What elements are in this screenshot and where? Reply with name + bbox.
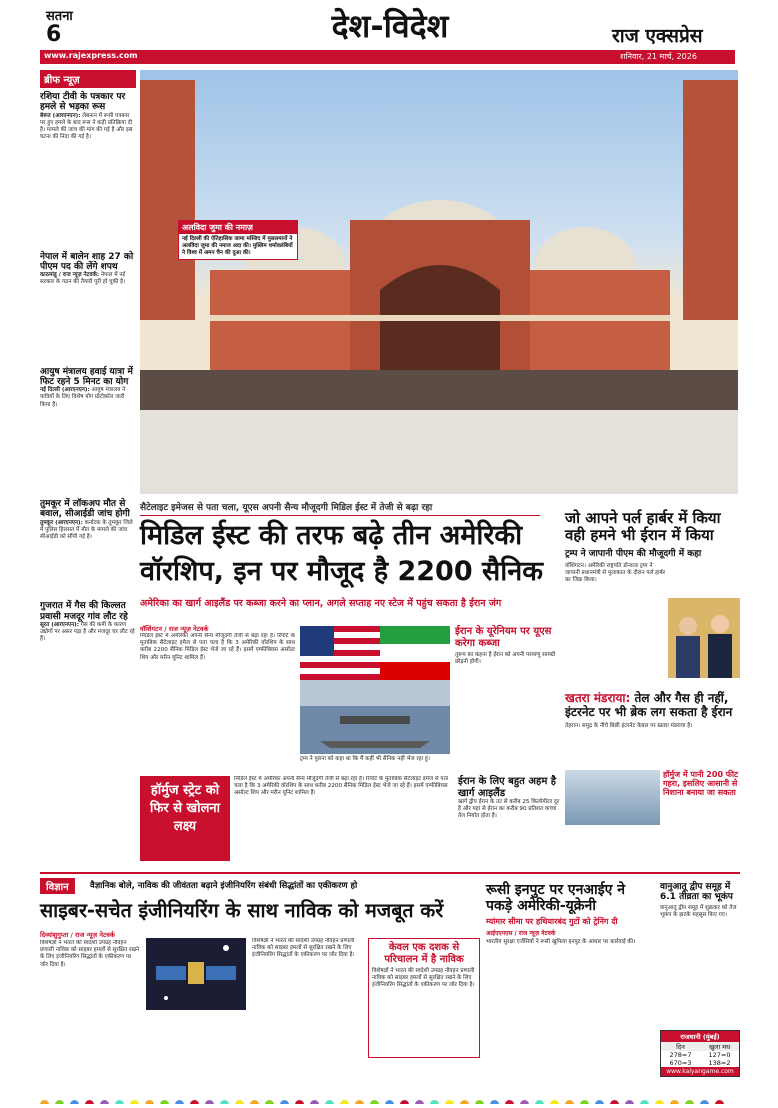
color-dot xyxy=(175,1100,184,1104)
photo-callout xyxy=(178,220,298,260)
brief-item xyxy=(40,499,136,541)
science-byline: दिव्यांशुगुप्ता / राज न्यूज़ नेटवर्क xyxy=(40,931,115,939)
color-dot xyxy=(715,1100,724,1104)
color-dot xyxy=(340,1100,349,1104)
quake-title: वानुआतू द्वीप समूह में 6.1 तीव्रता का भूकंप xyxy=(660,882,733,903)
danger-story xyxy=(565,692,740,730)
color-dot xyxy=(235,1100,244,1104)
photo-callout-title: अलविदा जुमा की नमाज़ xyxy=(179,221,297,234)
color-dot xyxy=(550,1100,559,1104)
brief-title: नेपाल में बालेन शाह 27 को पीएम पद की लेंगे शपथ xyxy=(40,251,134,272)
photo-callout-text: नई दिल्ली की ऐतिहासिक जामा मस्जिद में मुसलमानों ने अलविदा जुमा की नमाज अदा की। मुस्लिम धर्मावलंबियों ने विश्व में अमन चैन की दुआ की। xyxy=(182,236,293,256)
brief-title: तुमकूर में लॉकअप मौत से बवाल, सीआईडी जांच होगी xyxy=(40,498,130,520)
science-body: विशेषज्ञों ने भारत की स्वदेशी उपग्रह नौवहन प्रणाली नाविक को साइबर हमलों से सुरक्षित रखने के लिए इंजीनियरिंग सिद्धांतों के एकीकरण पर जोर दिया है। xyxy=(40,940,139,968)
danger-label: खतरा मंडराया: xyxy=(565,691,631,705)
lottery-row: 278=7 127=0 xyxy=(669,1051,731,1059)
lead-body-2: मिडिल ईस्ट में अमेरिका अपनी सैन्य मौजूदगी तेजी से बढ़ा रहा है। रिपोर्ट के मुताबिक सैटेलाइट इमेज से पता चला है कि 3 अमेरिकी वॉरशिप के साथ करीब 2200 सैनिक मिडिल ईस्ट भेजे जा रहे हैं। इसमें एम्फीबियस असॉल्ट शिप और मरीन यूनिट शामिल हैं। xyxy=(234,776,449,797)
uranium-body: तुरूप का कहना है ईरान को अपनी परमाणु सामग्री छोड़नी होगी। xyxy=(455,652,556,666)
brief-title: गुजरात में गैस की किल्लत प्रवासी मजदूर गांव लौट रहे xyxy=(40,601,128,622)
color-dot xyxy=(565,1100,574,1104)
color-dot xyxy=(385,1100,394,1104)
color-dot xyxy=(490,1100,499,1104)
uranium-title: ईरान के यूरेनियम पर यूएस करेगा कब्जा xyxy=(455,626,552,649)
leaders-illustration xyxy=(668,598,740,678)
color-dot xyxy=(310,1100,319,1104)
russia-byline: आईएएनएस / राज न्यूज़ नेटवर्क xyxy=(486,930,556,938)
brief-body: बेरूत (आरएनएन): लेबनान में रूसी पत्रकार पर हुए हमले के बाद रूस ने कड़ी प्रतिक्रिया दी है। मामले की जांच की मांग की गई है और इस घटना की निंदा की गई है। xyxy=(40,112,133,141)
lottery-table xyxy=(660,1030,740,1077)
lead-headline-2: वॉरशिप, इन पर मौजूद है 2200 सैनिक xyxy=(140,556,543,587)
science-headline: साइबर-सचेत इंजीनियरिंग के साथ नाविक को मजबूत करें xyxy=(40,899,444,922)
page-label: सतना xyxy=(46,9,73,24)
color-dot xyxy=(685,1100,694,1104)
lead-headline-1: मिडिल ईस्ट की तरफ बढ़े तीन अमेरिकी xyxy=(140,520,523,551)
color-dot xyxy=(415,1100,424,1104)
color-dot xyxy=(355,1100,364,1104)
date-line: शनिवार, 21 मार्च, 2026 xyxy=(620,52,697,61)
lottery-header: दिन खुला मध xyxy=(661,1042,739,1051)
color-dot xyxy=(205,1100,214,1104)
color-dot xyxy=(475,1100,484,1104)
color-dot xyxy=(280,1100,289,1104)
brand-name: राज एक्सप्रेस xyxy=(612,25,703,47)
strait-caption: हॉर्मुज में पानी 200 फीट गहरा, इसलिए आसानी से निशाना बनाया जा सकता xyxy=(663,770,739,798)
kharg-title: ईरान के लिए बहुत अहम है खार्ग आइलैंड xyxy=(458,776,557,799)
color-dot xyxy=(55,1100,64,1104)
color-dot xyxy=(115,1100,124,1104)
color-dot xyxy=(580,1100,589,1104)
color-dot xyxy=(535,1100,544,1104)
danger-body: तेहरान। समुद्र के नीचे बिछी इंटरनेट केबल पर खतरा मंडराया है। xyxy=(565,722,693,729)
russia-subhead: म्यांमार सीमा पर हथियारबंद गुटों को ट्रेनिंग दी xyxy=(486,917,618,927)
color-dot xyxy=(160,1100,169,1104)
lead-kicker: सैटेलाइट इमेजस से पता चला, यूएस अपनी सैन्य मौजूदगी मिडिल ईस्ट में तेजी से बढ़ा रहा xyxy=(140,500,540,516)
lead-byline: वॉशिंगटन / राज न्यूज़ नेटवर्क xyxy=(140,625,209,633)
color-dot xyxy=(655,1100,664,1104)
kharg-box xyxy=(458,776,560,861)
danger-headline: खतरा मंडराया: तेल और गैस ही नहीं, इंटरनेट पर भी ब्रेक लग सकता है ईरान xyxy=(565,691,733,719)
uranium-story xyxy=(455,626,560,666)
color-dot xyxy=(250,1100,259,1104)
color-dot xyxy=(130,1100,139,1104)
lottery-title: राजधानी (मुंबई) xyxy=(661,1031,739,1042)
color-dot xyxy=(325,1100,334,1104)
russia-story xyxy=(486,882,656,947)
color-dot xyxy=(700,1100,709,1104)
navic-box-title: केवल एक दशक से परिचालन में है नाविक xyxy=(384,942,464,965)
satellite-image xyxy=(146,938,246,1010)
color-dot xyxy=(460,1100,469,1104)
masthead xyxy=(0,0,778,64)
color-dot xyxy=(625,1100,634,1104)
color-dot xyxy=(40,1100,49,1104)
color-dot xyxy=(145,1100,154,1104)
section-title: देश-विदेश xyxy=(331,7,449,45)
color-dot xyxy=(640,1100,649,1104)
russia-body: भारतीय सुरक्षा एजेंसियों ने रूसी खुफिया इनपुट के आधार पर कार्रवाई की। xyxy=(486,939,636,946)
section-divider xyxy=(40,872,740,874)
brief-column xyxy=(40,70,136,870)
color-dot xyxy=(445,1100,454,1104)
brief-item xyxy=(40,252,136,287)
warship-photo xyxy=(300,626,450,754)
flags-illustration xyxy=(300,626,450,754)
kharg-body: खार्ग द्वीप ईरान के तट से करीब 25 किलोमीटर दूर है और यहां से ईरान का करीब 90 प्रतिशत कच्चा तेल निर्यात होता है। xyxy=(458,799,560,820)
website-link[interactable]: www.rajexpress.com xyxy=(44,51,138,60)
color-dot xyxy=(295,1100,304,1104)
brief-item xyxy=(40,92,136,142)
quake-body: वानुआतू द्वीप समूह में शुक्रवार को तेज भूकंप के झटके महसूस किए गए। xyxy=(660,904,737,918)
lottery-row: 670=3 138=2 xyxy=(669,1059,731,1067)
brief-body: नई दिल्ली (आरएनएन): आयुष मंत्रालय ने यात्रियों के लिए विशेष योग प्रोटोकॉल जारी किया है। xyxy=(40,387,126,408)
navic-box xyxy=(368,938,480,1058)
brief-body: तुमकूर (आरएनएन): कर्नाटक के तुमकूर जिले में पुलिस हिरासत में मौत के मामले की जांच सीआईडी को सौंपी गई है। xyxy=(40,519,133,540)
trump-title: जो आपने पर्ल हार्बर में किया वही हमने भी ईरान में किया xyxy=(565,509,721,545)
color-dot xyxy=(370,1100,379,1104)
lead-body: मिडिल ईस्ट में अमेरिका अपनी सैन्य मौजूदगी तेजी से बढ़ा रहा है। रिपोर्ट के मुताबिक सैटेलाइट इमेज से पता चला है कि 3 अमेरिकी वॉरशिप के साथ करीब 2200 सैनिक मिडिल ईस्ट भेजे जा रहे हैं। इसमें एम्फीबियस असॉल्ट शिप और मरीन यूनिट शामिल हैं। xyxy=(140,633,295,661)
color-dot xyxy=(610,1100,619,1104)
brief-item xyxy=(40,367,136,409)
warship-caption: ट्रम्प ने पुराना को कहा था कि मैं कहीं भी सैनिक नहीं भेज रहा हूं। xyxy=(300,756,430,762)
color-dot xyxy=(70,1100,79,1104)
color-dot xyxy=(220,1100,229,1104)
color-dot xyxy=(190,1100,199,1104)
color-dot xyxy=(505,1100,514,1104)
mosque-photo xyxy=(140,70,738,494)
brief-body: सूरत (आरएनएन): गैस की कमी के कारण उद्योगों पर असर पड़ा है और मजदूर घर लौट रहे हैं। xyxy=(40,621,135,643)
quake-story xyxy=(660,882,740,919)
science-body-2: विशेषज्ञों ने भारत की स्वदेशी उपग्रह नौवहन प्रणाली नाविक को साइबर हमलों से सुरक्षित रखने के लिए इंजीनियरिंग सिद्धांतों के एकीकरण पर जोर दिया है। xyxy=(252,938,355,959)
trump-story xyxy=(565,510,740,584)
science-label: विज्ञान xyxy=(40,878,75,894)
science-kicker: वैज्ञानिक बोले, नाविक की जीवंतता बढ़ाने इंजीनियरिंग संबंधी सिद्धांतों का एकीकरण हो xyxy=(90,881,358,891)
brief-body: काठमांडू / राज न्यूज़ नेटवर्क: नेपाल में नई सरकार के गठन की तैयारी पूरी हो चुकी है। xyxy=(40,272,126,286)
russia-title: रूसी इनपुट पर एनआईए ने पकड़े अमेरिकी-यूक्रेनी xyxy=(486,882,625,915)
trump-photo xyxy=(668,598,740,678)
color-dot xyxy=(520,1100,529,1104)
brief-label: ब्रीफ न्यूज़ xyxy=(40,70,136,88)
color-dot xyxy=(430,1100,439,1104)
lottery-site[interactable]: www.kalyangame.com xyxy=(661,1067,739,1076)
brief-title: रशिया टीवी के पत्रकार पर हमले से भड़का रूस xyxy=(40,92,126,113)
brief-item xyxy=(40,601,136,643)
color-dot xyxy=(400,1100,409,1104)
trump-body: वॉशिंगटन। अमेरिकी राष्ट्रपति डोनाल्ड ट्रम्प ने जापानी प्रधानमंत्री से मुलाकात के दौरान पर्ल हार्बर का जिक्र किया। xyxy=(565,562,666,584)
color-dot xyxy=(595,1100,604,1104)
satellite-icon xyxy=(146,938,246,1010)
navic-box-body: विशेषज्ञों ने भारत की स्वदेशी उपग्रह नौवहन प्रणाली नाविक को साइबर हमलों से सुरक्षित रखने के लिए इंजीनियरिंग सिद्धांतों के एकीकरण पर जोर दिया है। xyxy=(372,968,475,989)
color-dot xyxy=(100,1100,109,1104)
brief-title: आयुष मंत्रालय हवाई यात्रा में फिट रहने 5 मिनट का योग xyxy=(40,366,133,387)
color-strip xyxy=(40,1094,740,1104)
color-dot xyxy=(670,1100,679,1104)
lead-subhead: अमेरिका का खार्ग आइलैंड पर कब्जा करने का प्लान, अगले सप्ताह नए स्टेज में पहुंच सकता है ईरान जंग xyxy=(140,598,502,609)
page-number: 6 xyxy=(46,22,62,47)
color-dot xyxy=(85,1100,94,1104)
mosque-illustration xyxy=(140,70,738,494)
color-dot xyxy=(265,1100,274,1104)
strait-photo xyxy=(565,770,660,825)
trump-subhead: ट्रम्प ने जापानी पीएम की मौजूदगी में कहा xyxy=(565,548,702,559)
hormuz-box: हॉर्मुज स्ट्रेट को फिर से खोलना लक्ष्य xyxy=(140,776,230,861)
